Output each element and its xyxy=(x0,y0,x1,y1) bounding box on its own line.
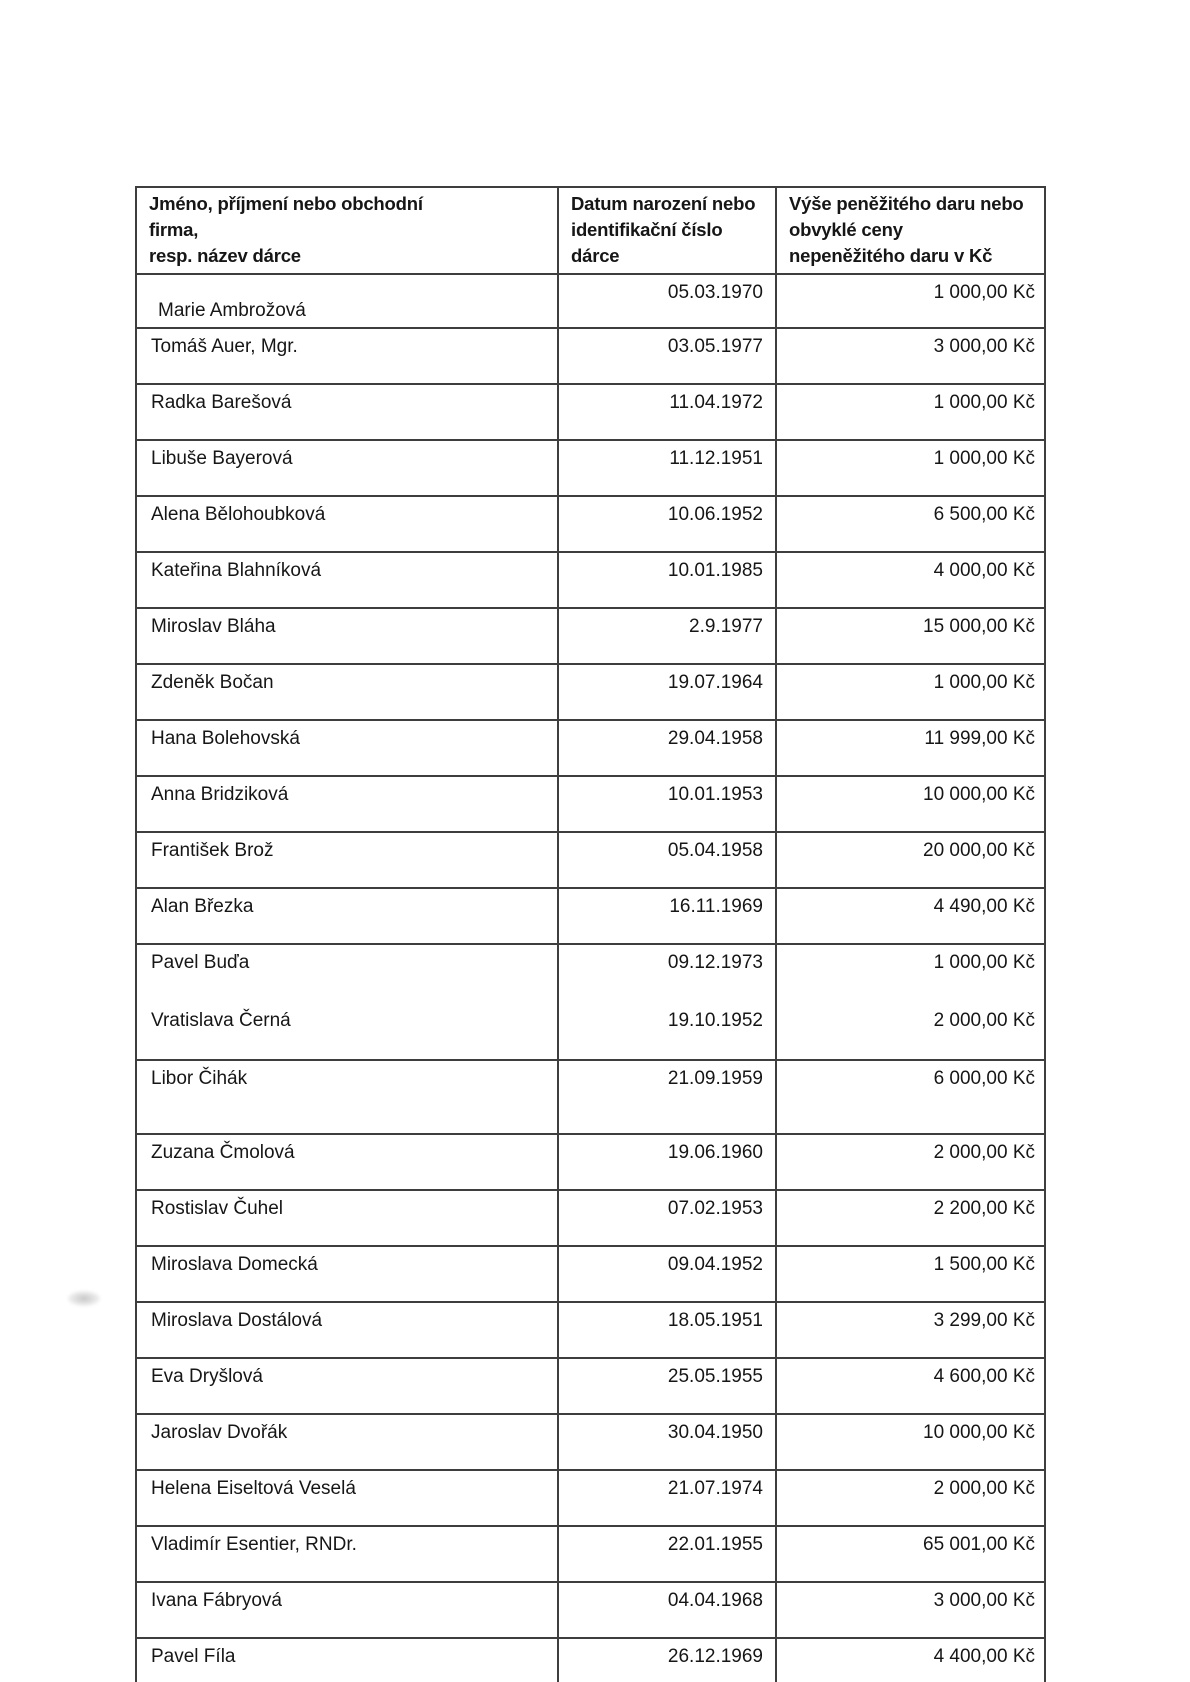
col-header-donation-amount-line2: obvyklé ceny xyxy=(789,219,903,240)
donor-name-cell xyxy=(136,1470,558,1526)
donor-name-cell xyxy=(136,384,558,440)
donation-amount: 4 600,00 Kč xyxy=(933,1366,1035,1387)
donation-amount-cell xyxy=(776,1134,1045,1190)
donor-name: Hana Bolehovská xyxy=(151,728,300,749)
donor-name: Libor Čihák xyxy=(151,1068,248,1089)
donor-name: Helena Eiseltová Veselá xyxy=(151,1478,356,1499)
donation-amount: 20 000,00 Kč xyxy=(923,840,1035,861)
donor-name-cell xyxy=(136,440,558,496)
donation-amount-cell xyxy=(776,274,1045,328)
birth-date-cell xyxy=(558,1638,776,1682)
table-row xyxy=(136,496,1045,552)
donation-amount: 65 001,00 Kč xyxy=(923,1534,1035,1555)
col-header-donor-name-line2: firma, xyxy=(149,219,199,240)
donor-name-cell xyxy=(136,832,558,888)
birth-date: 11.04.1972 xyxy=(669,392,763,413)
birth-date: 07.02.1953 xyxy=(667,1198,763,1219)
birth-date: 09.12.1973 xyxy=(667,952,763,973)
birth-date: 10.01.1985 xyxy=(667,560,763,581)
scan-artifact-smudge xyxy=(68,1291,100,1306)
table-row xyxy=(136,328,1045,384)
birth-date: 26.12.1969 xyxy=(667,1646,763,1667)
donor-name: Libuše Bayerová xyxy=(151,448,293,469)
table-row xyxy=(136,1582,1045,1638)
donation-amount: 4 490,00 Kč xyxy=(933,896,1035,917)
donor-name-cell xyxy=(136,552,558,608)
donor-name: Zuzana Čmolová xyxy=(151,1142,295,1163)
donation-amount: 3 299,00 Kč xyxy=(933,1310,1035,1331)
donor-name-cell xyxy=(136,944,558,999)
table-row xyxy=(136,608,1045,664)
table-row xyxy=(136,944,1045,999)
birth-date-cell xyxy=(558,1470,776,1526)
birth-date: 05.03.1970 xyxy=(667,282,763,303)
donation-amount: 2 000,00 Kč xyxy=(933,1142,1035,1163)
donation-amount: 6 500,00 Kč xyxy=(933,504,1035,525)
birth-date-cell xyxy=(558,1526,776,1582)
table-row xyxy=(136,888,1045,944)
donor-name: Kateřina Blahníková xyxy=(151,560,322,581)
donor-name-cell xyxy=(136,720,558,776)
donor-name: Alena Bělohoubková xyxy=(151,504,326,525)
col-header-birth-date-line3: dárce xyxy=(571,245,620,266)
donor-name-cell xyxy=(136,496,558,552)
birth-date: 05.04.1958 xyxy=(667,840,763,861)
donor-name: Pavel Fíla xyxy=(151,1646,236,1667)
donation-amount-cell xyxy=(776,384,1045,440)
donor-name: Zdeněk Bočan xyxy=(151,672,274,693)
table-row xyxy=(136,440,1045,496)
donor-name: Jaroslav Dvořák xyxy=(151,1422,288,1443)
donation-amount-cell xyxy=(776,328,1045,384)
table-row xyxy=(136,1638,1045,1682)
birth-date: 29.04.1958 xyxy=(667,728,763,749)
donation-amount-cell xyxy=(776,440,1045,496)
birth-date-cell xyxy=(558,496,776,552)
table-row xyxy=(136,1526,1045,1582)
donor-name: Rostislav Čuhel xyxy=(151,1198,283,1219)
birth-date: 04.04.1968 xyxy=(667,1590,763,1611)
donation-amount: 1 000,00 Kč xyxy=(933,448,1035,469)
birth-date-cell xyxy=(558,384,776,440)
table-row xyxy=(136,720,1045,776)
table-row xyxy=(136,1414,1045,1470)
donor-name: Vratislava Černá xyxy=(151,1010,291,1031)
donation-amount: 15 000,00 Kč xyxy=(923,616,1035,637)
birth-date-cell xyxy=(558,1302,776,1358)
donor-name-cell xyxy=(136,1582,558,1638)
donor-name-cell xyxy=(136,664,558,720)
donor-name: Ivana Fábryová xyxy=(151,1590,282,1611)
donation-amount-cell xyxy=(776,1638,1045,1682)
birth-date: 11.12.1951 xyxy=(669,448,763,469)
donation-amount: 11 999,00 Kč xyxy=(924,728,1035,749)
donor-name-cell xyxy=(136,1134,558,1190)
donor-table-header xyxy=(136,187,1045,274)
birth-date-cell xyxy=(558,776,776,832)
birth-date-cell xyxy=(558,328,776,384)
birth-date-cell xyxy=(558,1582,776,1638)
donation-amount-cell xyxy=(776,1246,1045,1302)
table-row xyxy=(136,832,1045,888)
donor-name-cell xyxy=(136,776,558,832)
donation-amount-cell xyxy=(776,1358,1045,1414)
donor-name: Miroslava Dostálová xyxy=(151,1310,323,1331)
donation-amount: 3 000,00 Kč xyxy=(933,336,1035,357)
donor-name: Pavel Buďa xyxy=(151,952,250,973)
birth-date: 21.07.1974 xyxy=(667,1478,763,1499)
donation-amount-cell xyxy=(776,944,1045,999)
donation-amount: 1 000,00 Kč xyxy=(933,952,1035,973)
donation-amount: 2 000,00 Kč xyxy=(933,1478,1035,1499)
donation-amount: 2 000,00 Kč xyxy=(933,1010,1035,1031)
birth-date-cell xyxy=(558,1414,776,1470)
birth-date-cell xyxy=(558,999,776,1060)
birth-date-cell xyxy=(558,608,776,664)
donation-amount-cell xyxy=(776,1060,1045,1134)
donor-name: Marie Ambrožová xyxy=(158,300,306,321)
donor-name: František Brož xyxy=(151,840,274,861)
donor-name: Radka Barešová xyxy=(151,392,292,413)
birth-date-cell xyxy=(558,832,776,888)
donor-name-cell xyxy=(136,888,558,944)
donation-amount-cell xyxy=(776,664,1045,720)
birth-date: 21.09.1959 xyxy=(667,1068,763,1089)
col-header-birth-date xyxy=(558,187,776,274)
birth-date: 19.07.1964 xyxy=(667,672,763,693)
donor-name-cell xyxy=(136,1358,558,1414)
donation-amount: 2 200,00 Kč xyxy=(933,1198,1035,1219)
donation-amount: 1 000,00 Kč xyxy=(933,282,1035,303)
birth-date-cell xyxy=(558,944,776,999)
donation-amount: 3 000,00 Kč xyxy=(933,1590,1035,1611)
birth-date: 30.04.1950 xyxy=(667,1422,763,1443)
donation-amount-cell xyxy=(776,1190,1045,1246)
donor-name: Eva Dryšlová xyxy=(151,1366,263,1387)
birth-date-cell xyxy=(558,664,776,720)
donor-name-cell xyxy=(136,1526,558,1582)
birth-date: 25.05.1955 xyxy=(667,1366,763,1387)
donor-name-cell xyxy=(136,999,558,1060)
donor-name: Vladimír Esentier, RNDr. xyxy=(151,1534,357,1555)
birth-date-cell xyxy=(558,1134,776,1190)
table-row xyxy=(136,776,1045,832)
birth-date-cell xyxy=(558,274,776,328)
col-header-donor-name xyxy=(136,187,558,274)
donation-amount-cell xyxy=(776,608,1045,664)
birth-date: 10.06.1952 xyxy=(667,504,763,525)
donor-name-cell xyxy=(136,1638,558,1682)
donor-name-cell xyxy=(136,1060,558,1134)
birth-date-cell xyxy=(558,552,776,608)
table-row xyxy=(136,1358,1045,1414)
col-header-donor-name-line3: resp. název dárce xyxy=(149,245,301,266)
donation-amount-cell xyxy=(776,1582,1045,1638)
table-row xyxy=(136,384,1045,440)
birth-date-cell xyxy=(558,1190,776,1246)
birth-date: 22.01.1955 xyxy=(667,1534,763,1555)
donation-amount: 4 000,00 Kč xyxy=(933,560,1035,581)
donation-amount: 6 000,00 Kč xyxy=(933,1068,1035,1089)
table-row xyxy=(136,552,1045,608)
birth-date: 10.01.1953 xyxy=(667,784,763,805)
table-row xyxy=(136,1060,1045,1134)
table-row xyxy=(136,999,1045,1060)
donor-name-cell xyxy=(136,328,558,384)
table-row xyxy=(136,1302,1045,1358)
donor-name: Miroslav Bláha xyxy=(151,616,276,637)
col-header-birth-date-line1: Datum narození nebo xyxy=(571,193,756,214)
birth-date: 19.06.1960 xyxy=(667,1142,763,1163)
donation-amount-cell xyxy=(776,552,1045,608)
birth-date: 16.11.1969 xyxy=(669,896,763,917)
col-header-donor-name-line1: Jméno, příjmení nebo obchodní xyxy=(149,193,423,214)
col-header-donation-amount-line1: Výše peněžitého daru nebo xyxy=(789,193,1024,214)
donor-name-cell xyxy=(136,1302,558,1358)
birth-date-cell xyxy=(558,440,776,496)
donor-name-cell xyxy=(136,1414,558,1470)
table-row xyxy=(136,274,1045,328)
donation-amount-cell xyxy=(776,496,1045,552)
donation-amount-cell xyxy=(776,1470,1045,1526)
donation-amount-cell xyxy=(776,720,1045,776)
donation-amount: 10 000,00 Kč xyxy=(923,784,1035,805)
donation-amount: 4 400,00 Kč xyxy=(933,1646,1035,1667)
donation-amount: 1 000,00 Kč xyxy=(933,392,1035,413)
donation-amount: 10 000,00 Kč xyxy=(923,1422,1035,1443)
donor-name: Miroslava Domecká xyxy=(151,1254,318,1275)
donation-amount-cell xyxy=(776,1302,1045,1358)
birth-date-cell xyxy=(558,1060,776,1134)
col-header-donation-amount xyxy=(776,187,1045,274)
donation-amount-cell xyxy=(776,888,1045,944)
donor-name: Anna Bridziková xyxy=(151,784,289,805)
table-row xyxy=(136,1134,1045,1190)
donor-name-cell xyxy=(136,1246,558,1302)
donation-amount-cell xyxy=(776,999,1045,1060)
col-header-birth-date-line2: identifikační číslo xyxy=(571,219,723,240)
donor-name: Tomáš Auer, Mgr. xyxy=(151,336,298,357)
donation-amount-cell xyxy=(776,1526,1045,1582)
header-row xyxy=(136,187,1045,274)
donor-table-body xyxy=(136,274,1045,1682)
donation-amount: 1 500,00 Kč xyxy=(933,1254,1035,1275)
donation-amount: 1 000,00 Kč xyxy=(933,672,1035,693)
donor-table xyxy=(135,186,1046,1682)
donor-name-cell xyxy=(136,274,558,328)
donation-amount-cell xyxy=(776,832,1045,888)
donor-name: Alan Březka xyxy=(151,896,254,917)
donor-name-cell xyxy=(136,608,558,664)
birth-date: 19.10.1952 xyxy=(667,1010,763,1031)
birth-date: 18.05.1951 xyxy=(667,1310,763,1331)
birth-date: 2.9.1977 xyxy=(689,616,763,637)
donation-amount-cell xyxy=(776,776,1045,832)
birth-date: 09.04.1952 xyxy=(667,1254,763,1275)
birth-date-cell xyxy=(558,1358,776,1414)
col-header-donation-amount-line3: nepeněžitého daru v Kč xyxy=(789,245,993,266)
birth-date-cell xyxy=(558,1246,776,1302)
donation-amount-cell xyxy=(776,1414,1045,1470)
table-row xyxy=(136,1190,1045,1246)
birth-date-cell xyxy=(558,888,776,944)
birth-date: 03.05.1977 xyxy=(667,336,763,357)
birth-date-cell xyxy=(558,720,776,776)
donor-name-cell xyxy=(136,1190,558,1246)
table-row xyxy=(136,1470,1045,1526)
table-row xyxy=(136,664,1045,720)
table-row xyxy=(136,1246,1045,1302)
